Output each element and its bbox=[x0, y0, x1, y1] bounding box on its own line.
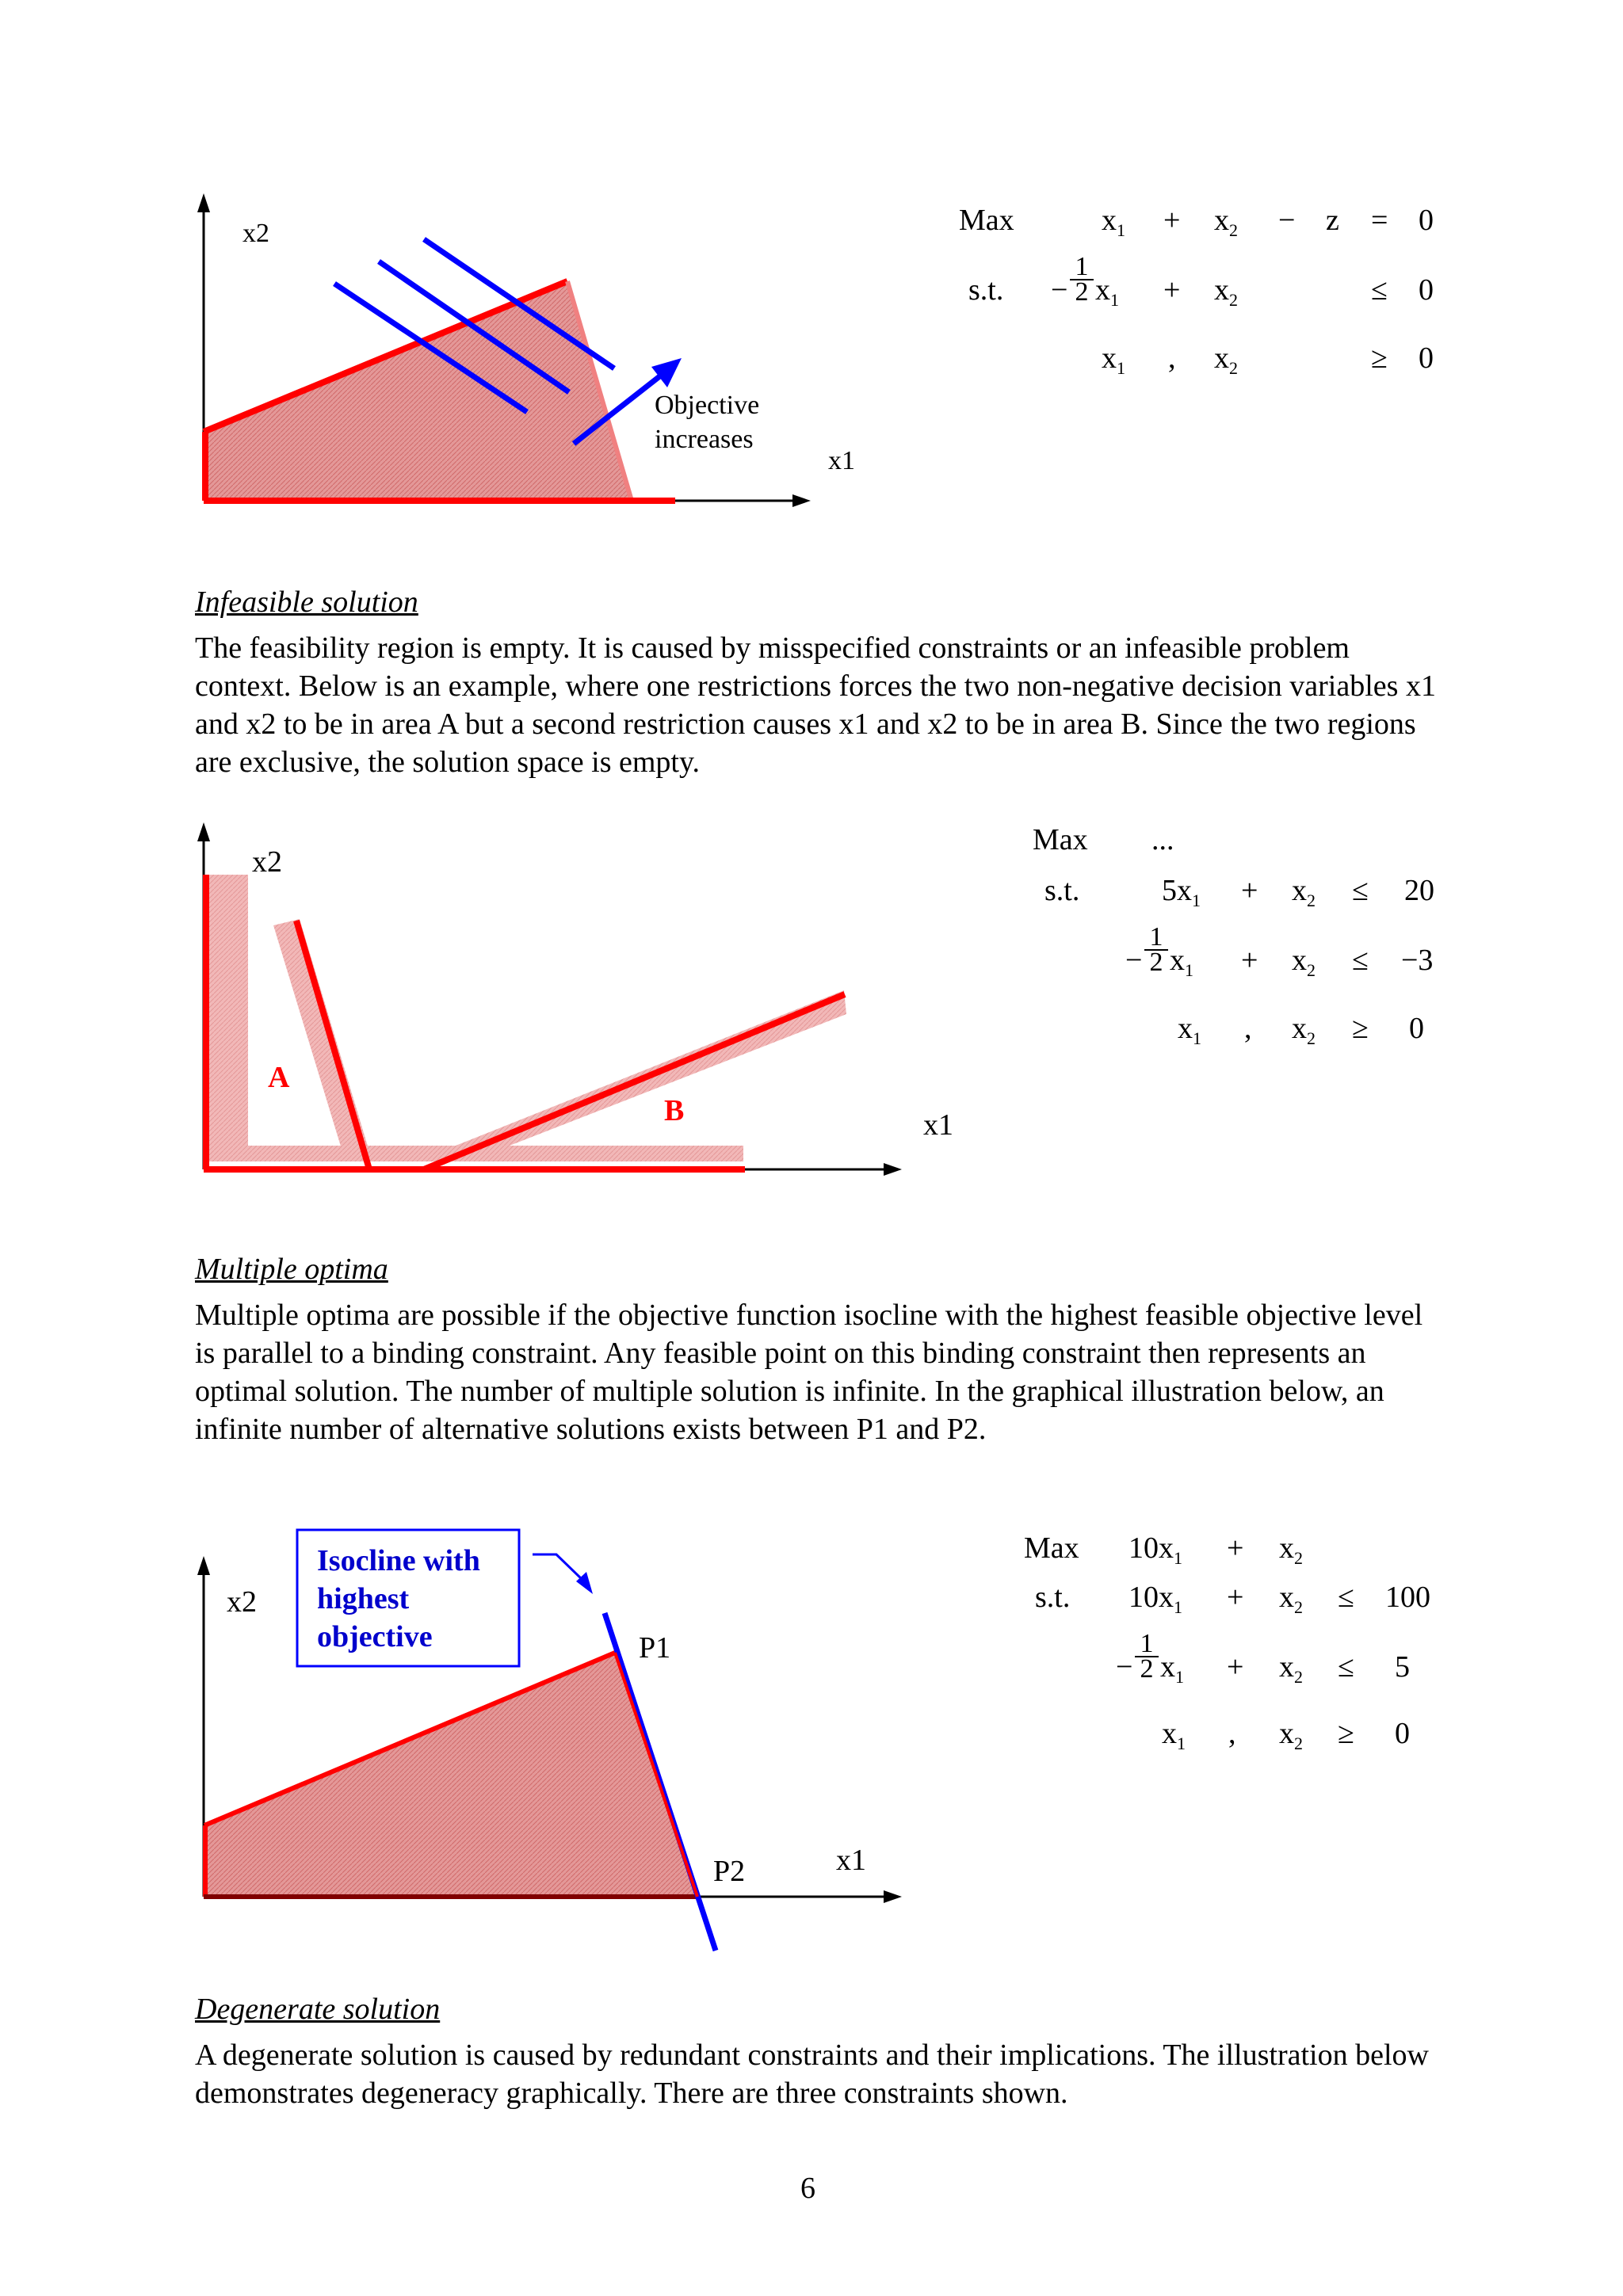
figure-multiple-optima-graph bbox=[0, 1505, 1623, 1981]
callout-text-line2: highest bbox=[317, 1582, 410, 1615]
y-axis-arrowhead bbox=[197, 193, 210, 212]
model2-max-label: Max bbox=[1033, 823, 1088, 856]
model3-r3-t2: $x_2$ bbox=[1279, 1717, 1303, 1753]
constraint-half-x1 bbox=[424, 994, 845, 1169]
model2-r2-rel: ≤ bbox=[1352, 944, 1369, 977]
x-axis-label: x1 bbox=[828, 446, 855, 475]
model2-r3-rhs: 0 bbox=[1409, 1012, 1424, 1045]
callout-leader bbox=[533, 1554, 582, 1580]
feasible-region bbox=[204, 1653, 697, 1897]
annotation-objective: Objective bbox=[655, 391, 760, 420]
model2-objective-value: ... bbox=[1151, 823, 1174, 856]
model2-r1-op1: + bbox=[1241, 874, 1258, 907]
model1-r2-sign: − bbox=[1051, 273, 1068, 307]
model3-obj-op1: + bbox=[1227, 1531, 1244, 1565]
model2-r1-t2: $x_2$ bbox=[1292, 874, 1316, 910]
model2-r3-rel: ≥ bbox=[1352, 1012, 1369, 1045]
model2-r2-t1: $x_1$ bbox=[1170, 944, 1193, 980]
page-number: 6 bbox=[800, 2172, 815, 2205]
model2-r2-sign: − bbox=[1125, 944, 1143, 977]
model1-r2-rel: ≤ bbox=[1371, 273, 1388, 307]
y-axis-arrowhead bbox=[197, 822, 210, 841]
region-a-label: A bbox=[268, 1061, 290, 1094]
paragraph-degenerate: A degenerate solution is caused by redundant constraints and their implications. The illustration below demonstrates degeneracy graphically. There are three constraints shown. bbox=[195, 2039, 1429, 2110]
figure-infeasible-graph bbox=[0, 792, 1623, 1204]
model1-st-label: s.t. bbox=[968, 273, 1004, 307]
model3-r1-t1: $10x_1$ bbox=[1128, 1581, 1182, 1617]
model3-r2-fraction: 1 2 bbox=[1135, 1632, 1159, 1681]
objective-direction-arrowhead bbox=[651, 358, 682, 387]
model3-r2-rhs: 5 bbox=[1395, 1650, 1410, 1684]
model3-obj-t2: $x_2$ bbox=[1279, 1531, 1303, 1568]
model2-st-label: s.t. bbox=[1044, 874, 1080, 907]
model3-r2-rel: ≤ bbox=[1338, 1650, 1354, 1684]
x-axis-label: x1 bbox=[923, 1108, 953, 1142]
point-p2-label: P2 bbox=[713, 1855, 746, 1888]
model1-r2-op1: + bbox=[1163, 273, 1181, 307]
heading-infeasible: Infeasible solution bbox=[195, 585, 418, 619]
model3-r2-sign: − bbox=[1116, 1650, 1133, 1684]
constraint-5x1-plus-x2 bbox=[296, 921, 369, 1169]
paragraph-infeasible: The feasibility region is empty. It is caused by misspecified constraints or an infeasible problem context. Below is an example, where one restrictions forces the two non-negative decision variables x1 and x2 to be in area A but a second restriction causes x1 and x2 to be in area B. Since the two regions are exclusive, the solution space is empty. bbox=[195, 631, 1436, 779]
model2-r2-rhs: −3 bbox=[1401, 944, 1434, 977]
model3-st-label: s.t. bbox=[1035, 1581, 1071, 1614]
model1-r1-t3: z bbox=[1326, 204, 1339, 237]
model1-r2-rhs: 0 bbox=[1419, 273, 1434, 307]
model2-r2-t2: $x_2$ bbox=[1292, 944, 1316, 980]
model3-r3-t1: $x_1$ bbox=[1162, 1717, 1186, 1753]
heading-multiple-optima: Multiple optima bbox=[195, 1253, 388, 1286]
model1-r1-op1: + bbox=[1163, 204, 1181, 237]
model2-r1-rel: ≤ bbox=[1352, 874, 1369, 907]
callout-text-line3: objective bbox=[317, 1620, 433, 1653]
model3-r2-t2: $x_2$ bbox=[1279, 1650, 1303, 1687]
model3-r1-rhs: 100 bbox=[1385, 1581, 1430, 1614]
heading-degenerate: Degenerate solution bbox=[195, 1993, 441, 2026]
model2-r3-t2: $x_2$ bbox=[1292, 1012, 1316, 1048]
region-b-label: B bbox=[664, 1094, 685, 1127]
model3-r1-op1: + bbox=[1227, 1581, 1244, 1614]
x-axis-label: x1 bbox=[836, 1844, 866, 1877]
model1-r3-rhs: 0 bbox=[1419, 341, 1434, 375]
model1-r3-sep: , bbox=[1168, 341, 1176, 375]
region-b-band-diagonal bbox=[428, 990, 846, 1157]
model1-r2-t1: $x_1$ bbox=[1095, 273, 1119, 310]
model1-r2-t2: $x_2$ bbox=[1214, 273, 1238, 310]
model3-max-label: Max bbox=[1024, 1531, 1079, 1565]
model1-r1-op2: − bbox=[1278, 204, 1296, 237]
model1-max-label: Max bbox=[959, 204, 1014, 237]
x-axis-arrowhead bbox=[884, 1163, 902, 1176]
callout-text-line1: Isocline with bbox=[317, 1544, 480, 1577]
model2-r3-sep: , bbox=[1244, 1012, 1252, 1045]
model3-r1-t2: $x_2$ bbox=[1279, 1581, 1303, 1617]
model1-r2-fraction: 1 2 bbox=[1070, 255, 1094, 304]
model3-obj-t1: $10x_1$ bbox=[1128, 1531, 1182, 1568]
model3-r3-rhs: 0 bbox=[1395, 1717, 1410, 1750]
model3-r3-rel: ≥ bbox=[1338, 1717, 1354, 1750]
model2-r1-t1: $5x_1$ bbox=[1162, 874, 1201, 910]
model1-r1-t1: $x_1$ bbox=[1102, 204, 1125, 240]
model1-r3-rel: ≥ bbox=[1371, 341, 1388, 375]
model2-r2-op1: + bbox=[1241, 944, 1258, 977]
paragraph-multiple-optima: Multiple optima are possible if the objective function isocline with the highest feasible objective level is parallel to a binding constraint. Any feasible point on this binding constraint then represents an optimal solution. The number of multiple solution is infinite. In the graphical illustration below, an infinite number of alternative solutions exists between P1 and P2. bbox=[195, 1299, 1423, 1446]
y-axis-label: x2 bbox=[227, 1585, 257, 1619]
region-a-band-vertical bbox=[208, 875, 248, 1149]
y-axis-label: x2 bbox=[242, 219, 269, 248]
model1-r1-t2: $x_2$ bbox=[1214, 204, 1238, 240]
model2-r1-rhs: 20 bbox=[1404, 874, 1434, 907]
x-axis-arrowhead bbox=[884, 1890, 902, 1903]
model1-r3-t2: $x_2$ bbox=[1214, 341, 1238, 378]
model3-r2-op1: + bbox=[1227, 1650, 1244, 1684]
model3-r3-sep: , bbox=[1228, 1717, 1236, 1750]
model1-r1-rhs: 0 bbox=[1419, 204, 1434, 237]
model1-r3-t1: $x_1$ bbox=[1102, 341, 1125, 378]
model1-r1-rel: = bbox=[1371, 204, 1388, 237]
y-axis-arrowhead bbox=[197, 1556, 210, 1575]
model3-r1-rel: ≤ bbox=[1338, 1581, 1354, 1614]
model2-r2-fraction: 1 2 bbox=[1144, 925, 1168, 974]
annotation-increases: increases bbox=[655, 425, 754, 454]
point-p1-label: P1 bbox=[639, 1631, 671, 1665]
x-axis-arrowhead bbox=[792, 494, 811, 507]
model2-r3-t1: $x_1$ bbox=[1178, 1012, 1201, 1048]
model3-r2-t1: $x_1$ bbox=[1160, 1650, 1184, 1687]
y-axis-label: x2 bbox=[252, 845, 282, 879]
